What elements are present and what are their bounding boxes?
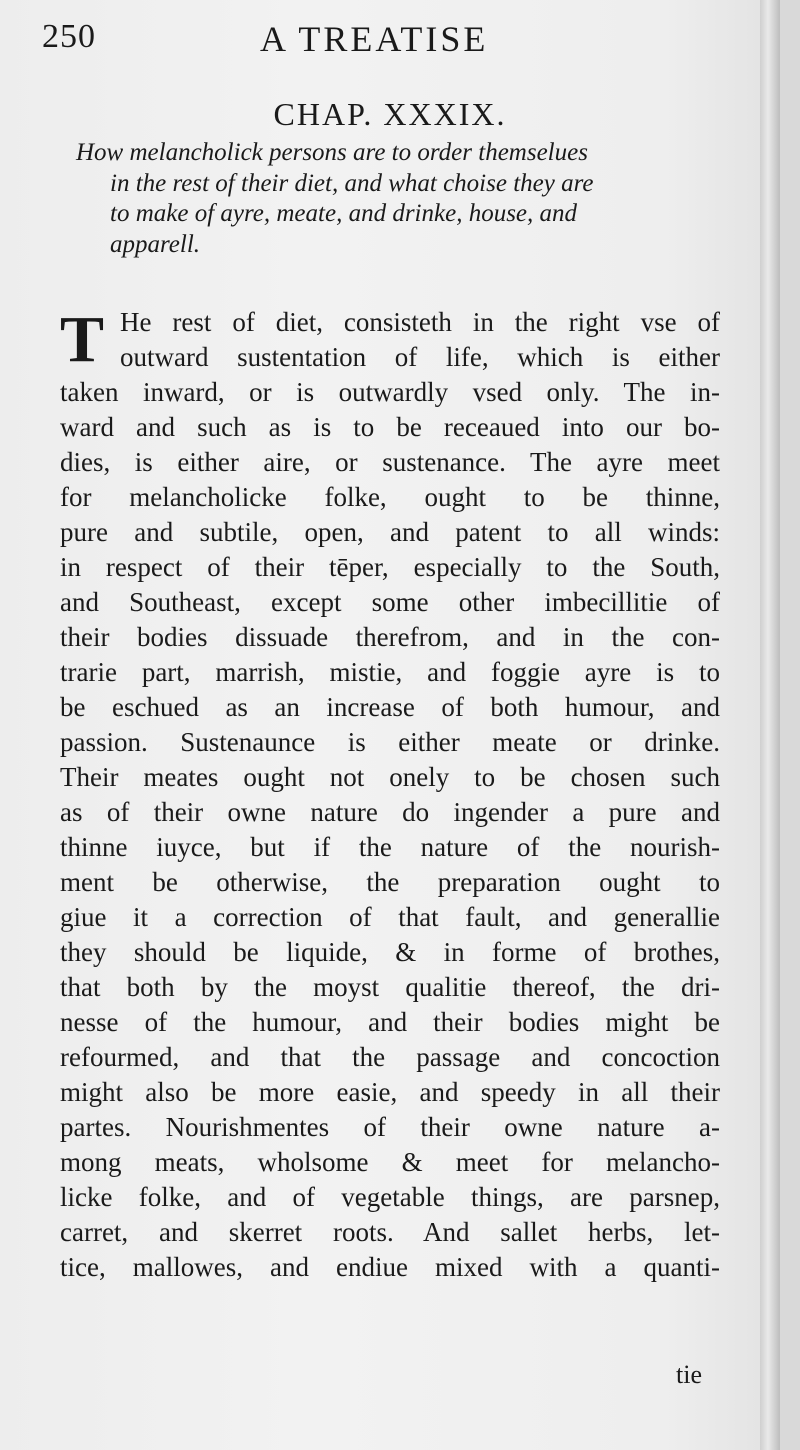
text-line: tice, mallowes, and endiue mixed with a quanti-	[60, 1252, 720, 1282]
text-line: licke folke, and of vegetable things, are parsnep,	[60, 1182, 720, 1212]
text-line: outward sustentation of life, which is either	[120, 342, 720, 372]
text-line: refourmed, and that the passage and concoction	[60, 1042, 720, 1072]
drop-cap: T	[60, 303, 105, 376]
subtitle-line: How melancholick persons are to order themselues	[76, 139, 588, 166]
text-line: be eschued as an increase of both humour, and	[60, 692, 720, 722]
text-line: giue it a correction of that fault, and generallie	[60, 902, 720, 932]
subtitle-line: in the rest of their diet, and what choise they are	[110, 169, 594, 197]
chapter-heading: CHAP. XXXIX.	[273, 96, 507, 132]
text-line: nesse of the humour, and their bodies might be	[60, 1007, 720, 1037]
text-line: taken inward, or is outwardly vsed only. The in-	[60, 377, 720, 407]
text-line: ward and such as is to be receaued into our bo-	[60, 412, 720, 442]
text-line: Their meates ought not onely to be chosen such	[60, 762, 720, 792]
subtitle-line: to make of ayre, meate, and drinke, house, and	[110, 200, 578, 227]
text-line: passion. Sustenaunce is either meate or drinke.	[60, 727, 720, 757]
body-text	[60, 305, 720, 1285]
page-number: 250	[42, 18, 96, 55]
subtitle-line: apparell.	[110, 230, 201, 258]
text-line: trarie part, marrish, mistie, and foggie ayre is to	[60, 657, 720, 687]
text-line: they should be liquide, & in forme of brothes,	[60, 937, 720, 967]
text-line: their bodies dissuade therefrom, and in the con-	[60, 622, 720, 652]
catchword: tie	[676, 1360, 702, 1389]
text-line: partes. Nourishmentes of their owne nature a-	[60, 1112, 720, 1142]
running-head	[42, 18, 742, 68]
text-line: for melancholicke folke, ought to be thinne,	[60, 482, 720, 512]
text-line: might also be more easie, and speedy in all their	[60, 1077, 720, 1107]
text-line: and Southeast, except some other imbecillitie of	[60, 587, 720, 617]
text-line: pure and subtile, open, and patent to all winds:	[60, 517, 720, 547]
text-line: as of their owne nature do ingender a pure and	[60, 797, 720, 827]
text-line: in respect of their tēper, especially to the South,	[60, 552, 720, 582]
text-line: carret, and skerret roots. And sallet herbs, let-	[60, 1217, 720, 1247]
running-title: A TREATISE	[260, 19, 489, 59]
text-line: He rest of diet, consisteth in the right vse of	[120, 307, 720, 337]
text-line: dies, is either aire, or sustenance. The ayre meet	[60, 447, 720, 477]
text-line: that both by the moyst qualitie thereof, the dri-	[60, 972, 720, 1002]
chapter-subtitle	[76, 138, 716, 260]
text-line: mong meats, wholsome & meet for melancho-	[60, 1147, 720, 1177]
text-line: ment be otherwise, the preparation ought to	[60, 867, 720, 897]
text-line: thinne iuyce, but if the nature of the nourish-	[60, 832, 720, 862]
page-gutter-edge	[760, 0, 780, 1450]
